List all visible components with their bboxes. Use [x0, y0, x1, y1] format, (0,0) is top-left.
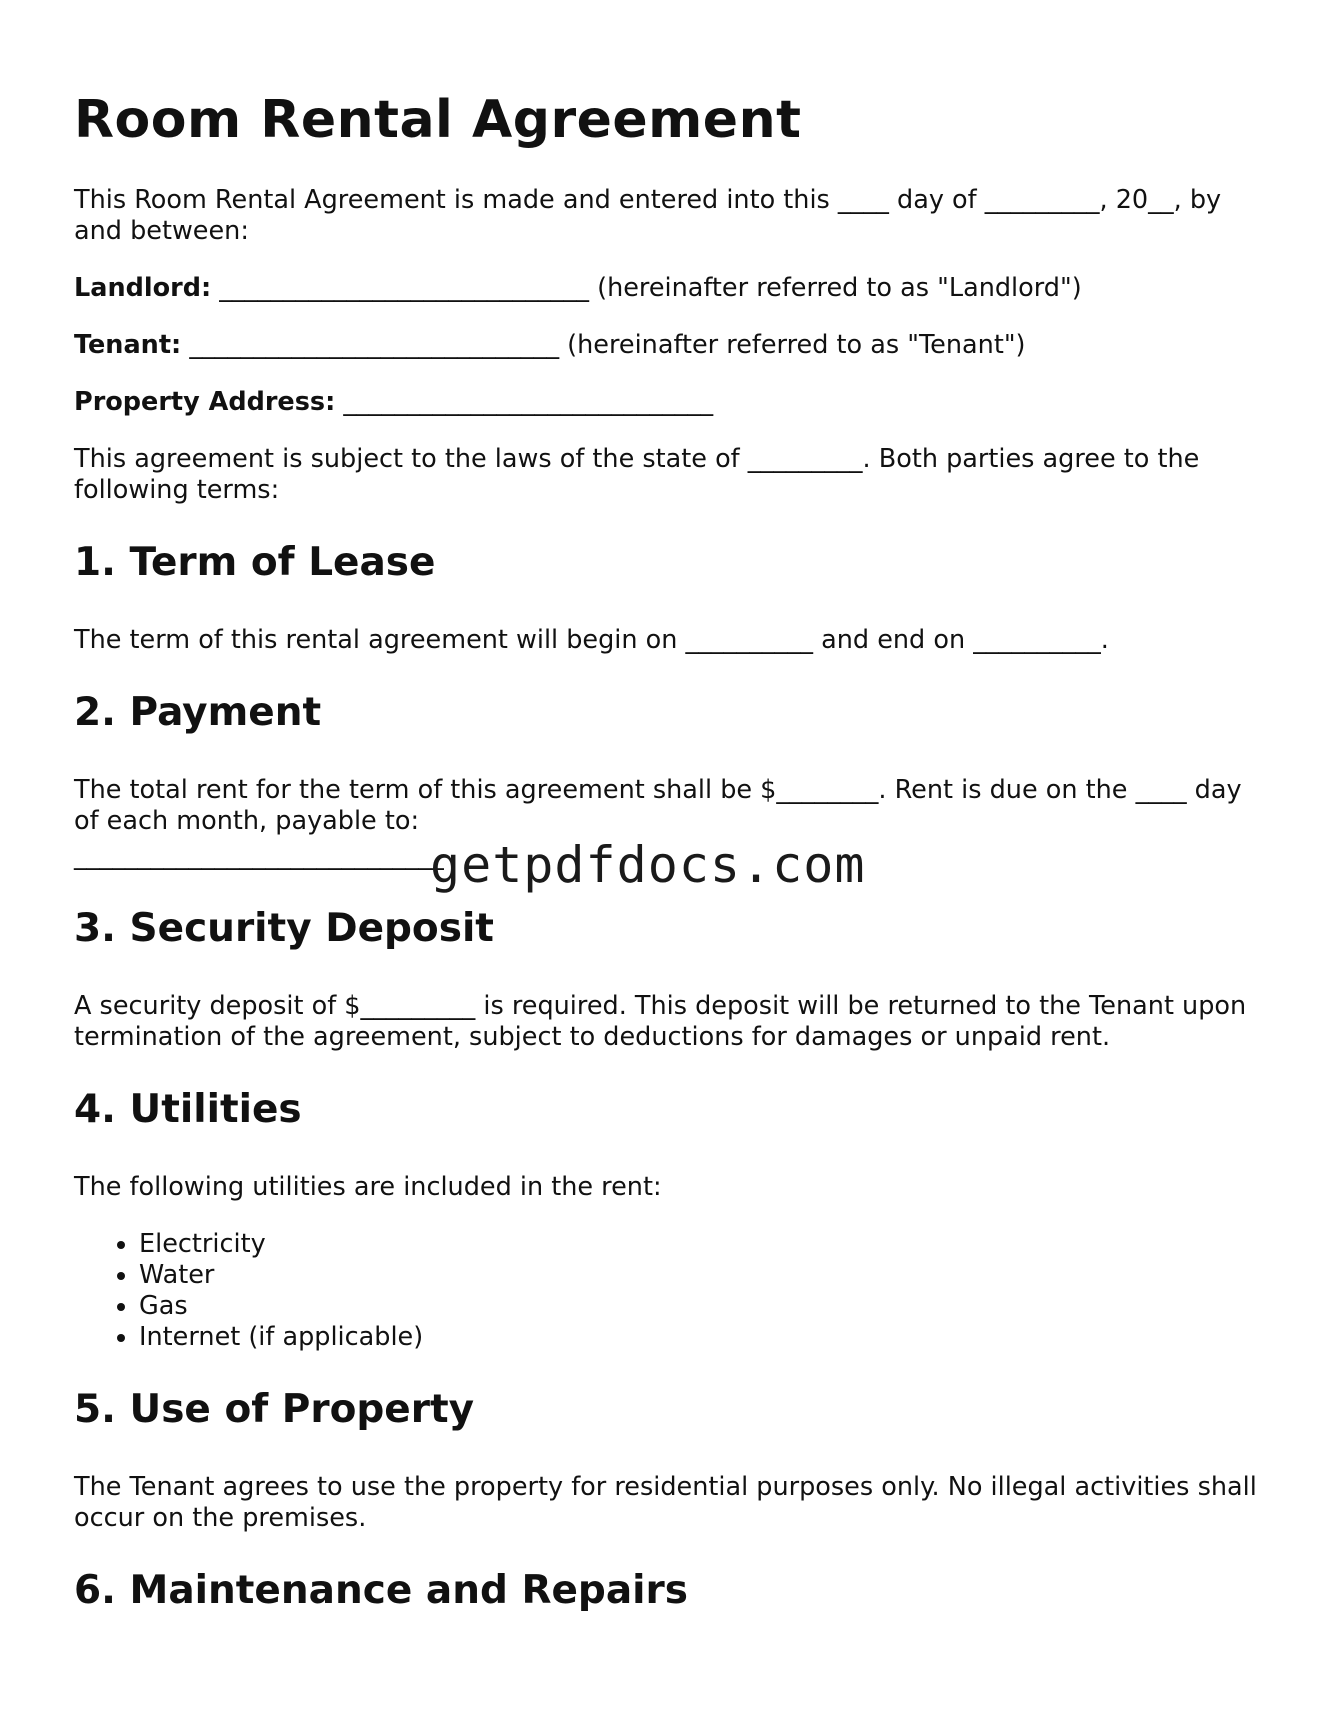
list-item: • Internet (if applicable): [139, 1322, 1274, 1353]
section-utilities-heading: 4. Utilities: [74, 1086, 302, 1132]
landlord-label: Landlord:: [74, 273, 212, 304]
landlord-blank: _____________________________ (hereinafter referred to as "Landlord"): [211, 273, 1082, 304]
list-item: • Electricity: [139, 1229, 1274, 1260]
section-deposit-heading: 3. Security Deposit: [74, 905, 494, 951]
utilities-list: [74, 1229, 1274, 1353]
tenant-blank: _____________________________ (hereinafter referred to as "Tenant"): [181, 330, 1026, 361]
property-address-blank: _____________________________: [335, 387, 714, 418]
section-deposit-text: A security deposit of $_________ is required. This deposit will be returned to the Tenant upon termination of the agreement, subject to deductions for damages or unpaid rent.: [74, 990, 1247, 1052]
section-payment-heading: 2. Payment: [74, 690, 322, 736]
list-item: • Water: [139, 1260, 1274, 1291]
section-use-text: The Tenant agrees to use the property for residential purposes only. No illegal activities shall occur on the premises.: [74, 1471, 1257, 1533]
section-term-text: The term of this rental agreement will begin on __________ and end on __________.: [74, 625, 1109, 656]
section-term-heading: 1. Term of Lease: [74, 540, 436, 586]
list-item: • Gas: [139, 1291, 1274, 1322]
section-utilities-text: The following utilities are included in the rent:: [74, 1171, 662, 1202]
payee-blank: _____________________________: [74, 840, 444, 871]
watermark: getpdfdocs.com: [430, 836, 866, 894]
intro-paragraph: This Room Rental Agreement is made and entered into this ____ day of _________, 20__, by and between:: [74, 185, 1222, 247]
section-maintenance-heading: 6. Maintenance and Repairs: [74, 1567, 688, 1613]
governing-law-paragraph: This agreement is subject to the laws of the state of _________. Both parties agree to the following terms:: [74, 444, 1200, 506]
landlord-line: [74, 273, 1274, 304]
property-address-label: Property Address:: [74, 387, 336, 418]
document-title: Room Rental Agreement: [74, 90, 802, 150]
section-payment-text: The total rent for the term of this agreement shall be $________. Rent is due on the ____ day of each month, payable to:: [74, 774, 1242, 836]
section-use-heading: 5. Use of Property: [74, 1386, 475, 1432]
tenant-line: [74, 330, 1274, 361]
property-address-line: [74, 387, 1274, 418]
tenant-label: Tenant:: [74, 330, 182, 361]
